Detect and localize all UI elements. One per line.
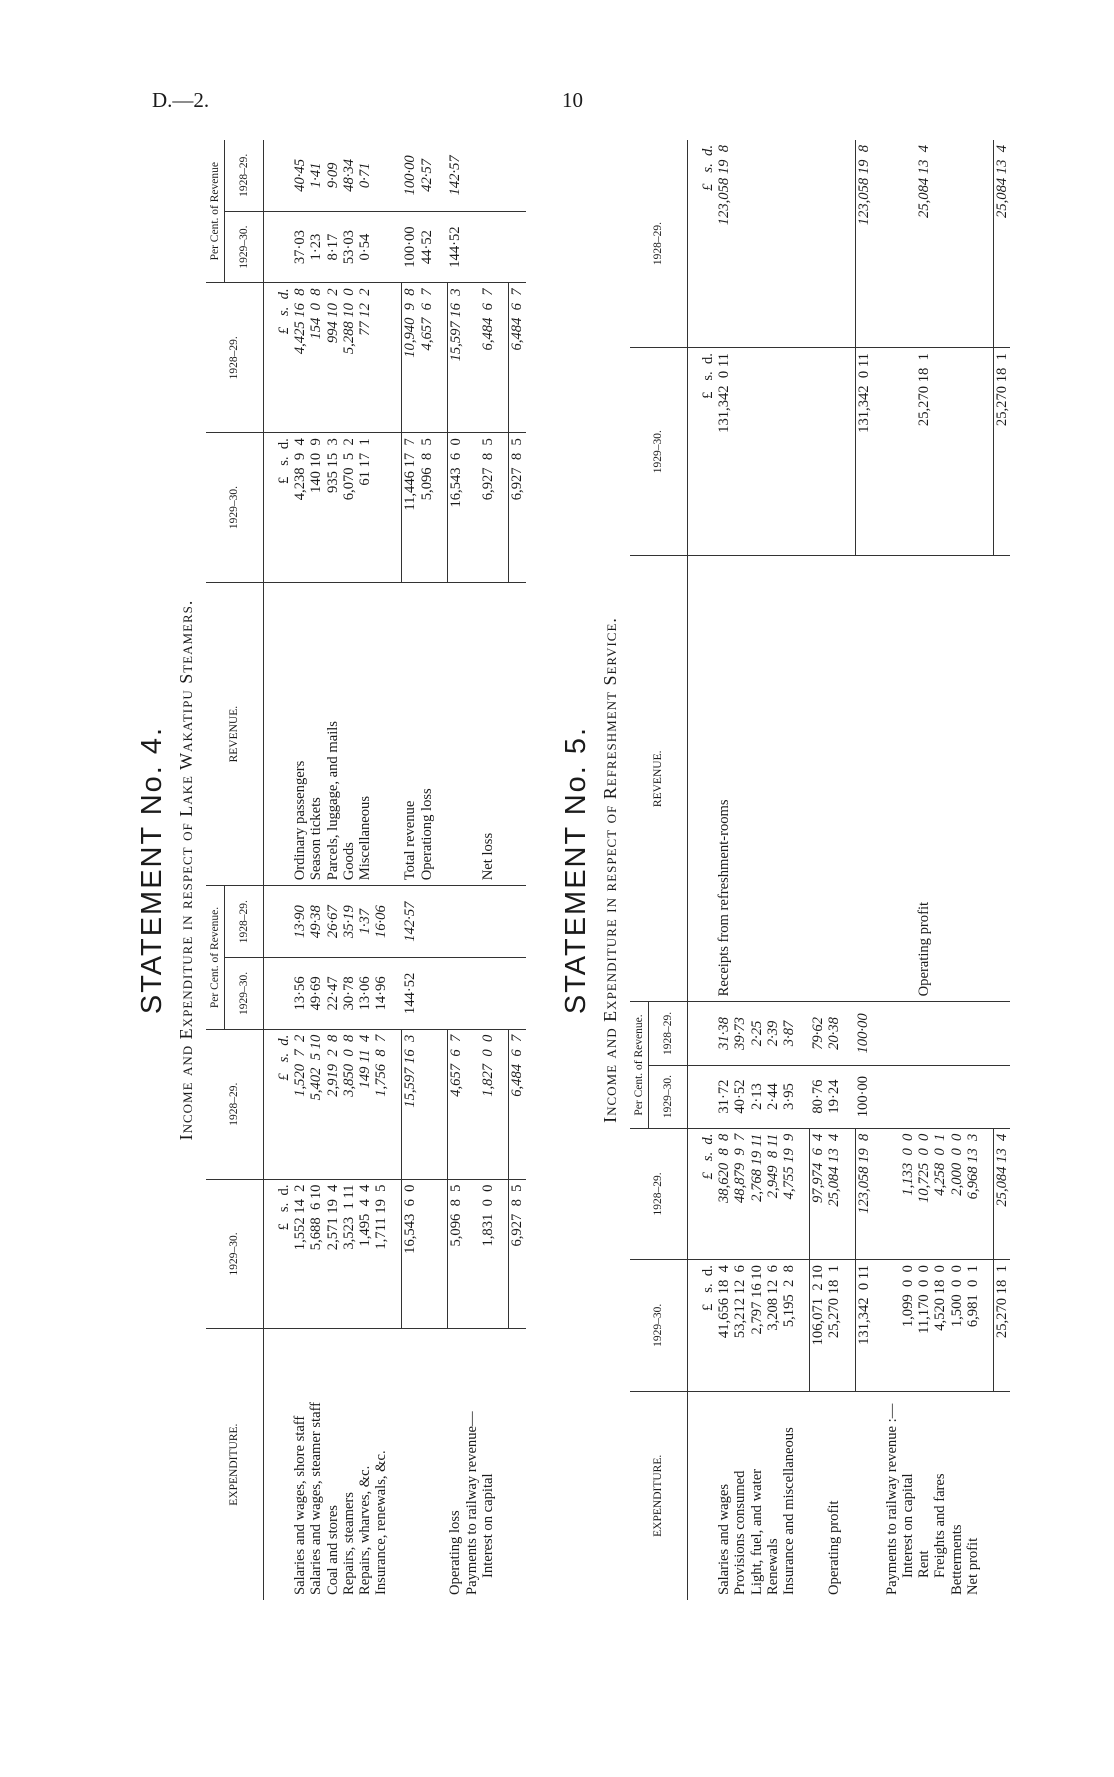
cell: 6,070 5 2 xyxy=(341,433,357,583)
cell: 20·38 xyxy=(826,1002,842,1065)
table-row xyxy=(949,140,965,1600)
cell: 35·19 xyxy=(341,886,357,958)
col-rev-1929-30: 1929–30. xyxy=(206,433,264,583)
col-rev-pc-1929-30: 1929–30. xyxy=(225,211,264,283)
cell: 142·57 xyxy=(447,140,464,211)
cell: 1,552 14 2 xyxy=(292,1179,308,1329)
row-label: Operating profit xyxy=(916,556,932,1002)
lsd-heading: £ s. d. xyxy=(700,1128,716,1259)
table-row xyxy=(373,140,389,1600)
cell: 37·03 xyxy=(292,211,308,283)
cell: 1,831 0 0 xyxy=(480,1179,496,1329)
cell: 97,974 6 4 xyxy=(810,1128,827,1259)
cell: 42·57 xyxy=(419,140,435,211)
cell: 8·17 xyxy=(325,211,341,283)
cell: 30·78 xyxy=(341,958,357,1030)
cell: 40·45 xyxy=(292,140,308,211)
col-pc-1928-29: 1928–29. xyxy=(225,886,264,958)
table-row xyxy=(292,140,308,1600)
statement-5-table xyxy=(630,140,1010,1600)
cell: 77 12 2 xyxy=(357,283,373,433)
cell: 935 15 3 xyxy=(325,433,341,583)
statement-4-subtitle: Income and Expenditure in respect of Lake Wakatipu Steamers. xyxy=(176,599,196,1141)
table-row xyxy=(826,140,842,1600)
table-row xyxy=(480,140,496,1600)
cell: 2,768 19 11 xyxy=(749,1128,765,1259)
col-revenue: REVENUE. xyxy=(206,582,264,885)
cell: 10,940 9 8 xyxy=(402,283,419,433)
cell: 79·62 xyxy=(810,1002,827,1065)
cell: 5,288 10 0 xyxy=(341,283,357,433)
row-label: Salaries and wages xyxy=(716,1483,733,1595)
cell: 1,495 4 4 xyxy=(357,1179,373,1329)
cell: 25,084 13 4 xyxy=(916,140,932,348)
page-number: 10 xyxy=(562,88,583,112)
table-row xyxy=(810,140,827,1600)
cell: 25,084 13 4 xyxy=(994,140,1011,348)
table-row xyxy=(419,140,435,1600)
cell: 6,927 8 5 xyxy=(480,433,496,583)
cell: 3,523 1 11 xyxy=(341,1179,357,1329)
statement-5 xyxy=(560,140,1114,1600)
row-label: Repairs, steamers xyxy=(340,1492,357,1595)
cell: 0·71 xyxy=(357,140,373,211)
row-label: Payments to railway revenue— xyxy=(464,1411,481,1595)
cell: 38,620 8 8 xyxy=(716,1128,732,1259)
row-label: Insurance, renewals, &c. xyxy=(373,1450,390,1595)
cell: 49·38 xyxy=(308,886,324,958)
cell: 123,058 19 8 xyxy=(855,140,872,348)
cell: 1,500 0 0 xyxy=(949,1260,965,1391)
statement-5-subtitle: Income and Expenditure in respect of Refreshment Service. xyxy=(600,617,620,1123)
cell: 6,981 0 1 xyxy=(965,1260,981,1391)
cell: 25,084 13 4 xyxy=(826,1128,842,1259)
cell: 53·03 xyxy=(341,211,357,283)
cell: 2,949 8 11 xyxy=(765,1128,781,1259)
table-row xyxy=(700,140,716,1600)
cell: 25,270 18 1 xyxy=(916,348,932,556)
cell: 6,484 6 7 xyxy=(509,283,526,433)
table-row xyxy=(994,140,1011,1600)
cell: 106,071 2 10 xyxy=(810,1260,827,1391)
table-row xyxy=(341,140,357,1600)
cell: 6,968 13 3 xyxy=(965,1128,981,1259)
lsd-heading: £ s. d. xyxy=(276,1029,292,1179)
cell: 6,484 6 7 xyxy=(509,1029,526,1179)
cell: 39·73 xyxy=(732,1002,748,1065)
row-label: Light, fuel, and water xyxy=(748,1468,765,1595)
col-pc-1929-30: 1929–30. xyxy=(225,958,264,1030)
cell: 123,058 19 8 xyxy=(716,140,732,348)
statement-4-table xyxy=(206,140,526,1600)
row-label: Salaries and wages, shore staff xyxy=(292,1415,309,1595)
cell: 53,212 12 6 xyxy=(732,1260,748,1391)
table-row xyxy=(884,140,900,1600)
table-row xyxy=(916,140,932,1600)
table-row xyxy=(900,140,916,1600)
cell: 6,484 6 7 xyxy=(480,283,496,433)
cell: 1,756 8 7 xyxy=(373,1029,389,1179)
col-rev-per-cent: Per Cent. of Revenue xyxy=(206,140,225,283)
cell: 6,927 8 5 xyxy=(509,433,526,583)
cell: 61 17 1 xyxy=(357,433,373,583)
cell: 3·87 xyxy=(781,1002,797,1065)
cell: 5,096 8 5 xyxy=(419,433,435,583)
cell: 131,342 0 11 xyxy=(716,348,732,556)
row-label: Interest on capital xyxy=(480,1473,497,1578)
cell: 25,084 13 4 xyxy=(994,1128,1011,1259)
table-row xyxy=(276,140,292,1600)
row-label: Miscellaneous xyxy=(357,582,373,885)
cell: 3·95 xyxy=(781,1065,797,1128)
cell: 5,688 6 10 xyxy=(308,1179,324,1329)
lsd-heading: £ s. d. xyxy=(700,1260,716,1391)
cell: 2·25 xyxy=(749,1002,765,1065)
cell: 49·69 xyxy=(308,958,324,1030)
col-per-cent: Per Cent. of Revenue. xyxy=(206,886,225,1029)
cell: 14·96 xyxy=(373,958,389,1030)
col-rev-1928-29: 1928–29. xyxy=(206,283,264,433)
cell: 2,797 16 10 xyxy=(749,1260,765,1391)
cell: 5,402 5 10 xyxy=(308,1029,324,1179)
table-row xyxy=(732,140,748,1600)
cell: 15,597 16 3 xyxy=(447,283,464,433)
row-label: Repairs, wharves, &c. xyxy=(357,1465,374,1595)
col-per-cent: Per Cent. of Revenue. xyxy=(630,1002,649,1128)
col-1928-29: 1928–29. xyxy=(206,1029,264,1179)
table-row xyxy=(932,140,948,1600)
table-row xyxy=(749,140,765,1600)
row-label: Operating loss xyxy=(447,1510,464,1595)
cell: 25,270 18 1 xyxy=(994,1260,1011,1391)
col-1928-29: 1928–29. xyxy=(630,1128,688,1259)
row-label: Goods xyxy=(341,582,357,885)
cell: 19·24 xyxy=(826,1065,842,1128)
cell: 123,058 19 8 xyxy=(855,1128,872,1259)
row-label: Rent xyxy=(916,1550,933,1578)
cell: 2·13 xyxy=(749,1065,765,1128)
cell: 1,099 0 0 xyxy=(900,1260,916,1391)
row-label: Ordinary passengers xyxy=(292,582,308,885)
row-label: Net profit xyxy=(964,1537,981,1595)
cell: 994 10 2 xyxy=(325,283,341,433)
cell: 3,208 12 6 xyxy=(765,1260,781,1391)
cell: 4,657 6 7 xyxy=(419,283,435,433)
table-row xyxy=(447,140,464,1600)
statement-5-title: STATEMENT No. 5. xyxy=(560,725,592,1015)
row-label: Season tickets xyxy=(308,582,324,885)
cell: 2,919 2 8 xyxy=(325,1029,341,1179)
cell: 4,755 19 9 xyxy=(781,1128,797,1259)
page-reference: D.—2. xyxy=(152,88,210,112)
lsd-heading: £ s. d. xyxy=(276,283,292,433)
cell: 16,543 6 0 xyxy=(402,1179,419,1329)
col-revenue: REVENUE. xyxy=(630,556,688,1002)
row-label: Coal and stores xyxy=(324,1505,341,1595)
cell: 100·00 xyxy=(402,140,419,211)
col-pc-1928-29: 1928–29. xyxy=(649,1002,688,1065)
lsd-heading: £ s. d. xyxy=(700,348,716,556)
cell: 2·44 xyxy=(765,1065,781,1128)
lsd-heading: £ s. d. xyxy=(276,433,292,583)
cell: 16,543 6 0 xyxy=(447,433,464,583)
cell: 3,850 0 8 xyxy=(341,1029,357,1179)
cell: 13·06 xyxy=(357,958,373,1030)
cell: 11,170 0 0 xyxy=(916,1260,932,1391)
cell: 11,446 17 7 xyxy=(402,433,419,583)
cell: 144·52 xyxy=(402,958,419,1030)
cell: 131,342 0 11 xyxy=(855,1260,872,1391)
table-row xyxy=(464,140,480,1600)
table-row xyxy=(716,140,732,1600)
cell: 80·76 xyxy=(810,1065,827,1128)
table-row xyxy=(325,140,341,1600)
cell: 10,725 0 0 xyxy=(916,1128,932,1259)
cell: 149 11 4 xyxy=(357,1029,373,1179)
row-label: Parcels, luggage, and mails xyxy=(325,582,341,885)
cell: 142·57 xyxy=(402,886,419,958)
statement-4-title: STATEMENT No. 4. xyxy=(136,725,168,1015)
cell: 144·52 xyxy=(447,211,464,283)
row-label: Betterments xyxy=(948,1524,965,1595)
col-1929-30: 1929–30. xyxy=(630,1260,688,1391)
row-label: Payments to railway revenue :— xyxy=(883,1403,900,1595)
cell: 1,133 0 0 xyxy=(900,1128,916,1259)
row-label: Provisions consumed xyxy=(732,1470,749,1595)
cell: 154 0 8 xyxy=(308,283,324,433)
cell: 25,270 18 1 xyxy=(826,1260,842,1391)
cell: 2·39 xyxy=(765,1002,781,1065)
cell: 1,827 0 0 xyxy=(480,1029,496,1179)
cell: 1·23 xyxy=(308,211,324,283)
cell: 4,520 18 0 xyxy=(932,1260,948,1391)
cell: 5,096 8 5 xyxy=(447,1179,464,1329)
col-expenditure: EXPENDITURE. xyxy=(206,1329,264,1600)
cell: 15,597 16 3 xyxy=(402,1029,419,1179)
cell: 31·72 xyxy=(716,1065,732,1128)
row-label: Freights and fares xyxy=(932,1473,949,1578)
cell: 4,258 0 1 xyxy=(932,1128,948,1259)
table-row xyxy=(308,140,324,1600)
cell: 25,270 18 1 xyxy=(994,348,1011,556)
table-row xyxy=(765,140,781,1600)
col-rev-1929-30: 1929–30. xyxy=(630,348,688,556)
cell: 131,342 0 11 xyxy=(855,348,872,556)
cell: 4,657 6 7 xyxy=(447,1029,464,1179)
cell: 31·38 xyxy=(716,1002,732,1065)
cell: 6,927 8 5 xyxy=(509,1179,526,1329)
col-expenditure: EXPENDITURE. xyxy=(630,1391,688,1600)
lsd-heading: £ s. d. xyxy=(276,1179,292,1329)
cell: 44·52 xyxy=(419,211,435,283)
cell: 2,571 19 4 xyxy=(325,1179,341,1329)
row-label: Interest on capital xyxy=(900,1473,917,1578)
cell: 140 10 9 xyxy=(308,433,324,583)
cell: 40·52 xyxy=(732,1065,748,1128)
cell: 0·54 xyxy=(357,211,373,283)
col-pc-1929-30: 1929–30. xyxy=(649,1065,688,1128)
table-row xyxy=(965,140,981,1600)
row-label: Operating profit xyxy=(826,1500,843,1595)
cell: 1·37 xyxy=(357,886,373,958)
row-label: Salaries and wages, steamer staff xyxy=(308,1401,325,1595)
col-rev-pc-1928-29: 1928–29. xyxy=(225,140,264,211)
cell: 26·67 xyxy=(325,886,341,958)
row-label: Renewals xyxy=(764,1538,781,1595)
row-label: Net loss xyxy=(480,582,496,885)
cell: 2,000 0 0 xyxy=(949,1128,965,1259)
table-row xyxy=(509,140,526,1600)
col-rev-1928-29: 1928–29. xyxy=(630,140,688,348)
cell: 1·41 xyxy=(308,140,324,211)
table-row xyxy=(402,140,419,1600)
cell: 1,520 7 2 xyxy=(292,1029,308,1179)
table-row xyxy=(855,140,872,1600)
row-label: Receipts from refreshment-rooms xyxy=(716,556,732,1002)
table-row xyxy=(781,140,797,1600)
cell: 48·34 xyxy=(341,140,357,211)
cell: 100·00 xyxy=(855,1002,872,1065)
cell: 41,656 18 4 xyxy=(716,1260,732,1391)
cell: 22·47 xyxy=(325,958,341,1030)
cell: 48,879 9 7 xyxy=(732,1128,748,1259)
cell: 16·06 xyxy=(373,886,389,958)
col-1929-30: 1929–30. xyxy=(206,1179,264,1329)
cell: 5,195 2 8 xyxy=(781,1260,797,1391)
table-row xyxy=(357,140,373,1600)
cell: 1,711 19 5 xyxy=(373,1179,389,1329)
row-label: Total revenue xyxy=(402,582,419,885)
cell: 13·56 xyxy=(292,958,308,1030)
cell: 9·09 xyxy=(325,140,341,211)
lsd-heading: £ s. d. xyxy=(700,140,716,348)
cell: 4,238 9 4 xyxy=(292,433,308,583)
cell: 100·00 xyxy=(402,211,419,283)
cell: 100·00 xyxy=(855,1065,872,1128)
row-label: Insurance and miscellaneous xyxy=(781,1427,798,1595)
row-label: Operationg loss xyxy=(419,582,435,885)
cell: 13·90 xyxy=(292,886,308,958)
cell: 4,425 16 8 xyxy=(292,283,308,433)
